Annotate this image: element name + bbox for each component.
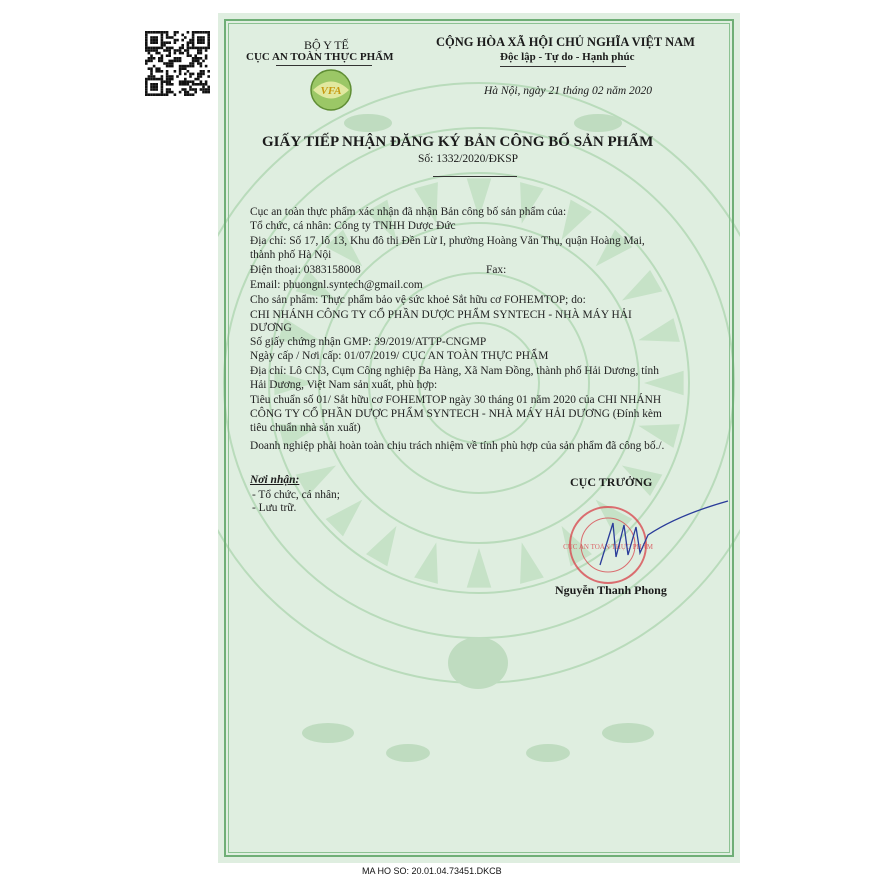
body-line: CHI NHÁNH CÔNG TY CỔ PHẦN DƯỢC PHẨM SYNTECH - NHÀ MÁY HẢI [250,309,632,321]
body-line: Tiêu chuẩn số 01/ Sắt hữu cơ FOHEMTOP ngày 30 tháng 01 năm 2020 của CHI NHÁNH [250,394,662,406]
recipient-item: - Tổ chức, cá nhân; [252,489,340,501]
body-line: Địa chỉ: Số 17, lô 13, Khu đô thị Đền Lừ I, phường Hoàng Văn Thụ, quận Hoàng Mai, [250,235,645,247]
body-line: Cho sản phẩm: Thực phẩm bảo vệ sức khoẻ Sắt hữu cơ FOHEMTOP; do: [250,294,586,306]
agency-underline [276,65,372,66]
body-line: Điện thoại: 0383158008 [250,264,361,276]
motto-underline [500,66,626,67]
recipients-heading: Nơi nhận: [250,474,300,486]
handwritten-signature [600,501,728,565]
signer-title: CỤC TRƯỞNG [570,475,653,489]
body-line: Hải Dương, Việt Nam sản xuất, phù hợp: [250,379,438,391]
body-line: thành phố Hà Nội [250,249,332,261]
record-code: MA HO SO: 20.01.04.73451.DKCB [362,866,502,876]
ministry-name: BỘ Y TẾ [304,38,349,52]
body-line: Doanh nghiệp phải hoàn toàn chịu trách nhiệm về tính phù hợp của sản phẩm đã công bố./. [250,440,665,452]
body-line: Tổ chức, cá nhân: Công ty TNHH Dược Đức [250,220,456,232]
svg-text:CỤC AN TOÀN THỰC PHẨM: CỤC AN TOÀN THỰC PHẨM [563,543,653,551]
national-motto: Độc lập - Tự do - Hạnh phúc [500,51,635,63]
body-line: Fax: [486,264,507,276]
body-line: tiêu chuẩn nhà sản xuất) [250,422,361,434]
document-number: Số: 1332/2020/ĐKSP [418,153,519,165]
agency-name: CỤC AN TOÀN THỰC PHẨM [246,51,394,63]
body-line: CÔNG TY CỔ PHẦN DƯỢC PHẨM SYNTECH - NHÀ MÁY HẢI DƯƠNG (Đính kèm [250,408,662,420]
body-line: Số giấy chứng nhận GMP: 39/2019/ATTP-CNGMP [250,336,487,348]
svg-text:VFA: VFA [320,85,342,97]
recipient-item: - Lưu trữ. [252,502,297,514]
body-line: Cục an toàn thực phẩm xác nhận đã nhận Bản công bố sản phẩm của: [250,206,567,218]
body-line: Ngày cấp / Nơi cấp: 01/07/2019/ CỤC AN TOÀN THỰC PHẨM [250,350,549,362]
title-underline [433,176,517,177]
body-line: Địa chỉ: Lô CN3, Cụm Công nghiệp Ba Hàng, Xã Nam Đồng, thành phố Hải Dương, tỉnh [250,365,659,377]
document-title: GIẤY TIẾP NHẬN ĐĂNG KÝ BẢN CÔNG BỐ SẢN PHẨM [262,134,654,150]
certificate-document [218,13,740,863]
vfa-logo [304,67,358,113]
issue-date: Hà Nội, ngày 21 tháng 02 năm 2020 [484,85,653,97]
red-stamp [558,495,738,595]
body-line: Email: phuongnl.syntech@gmail.com [250,279,423,291]
qr-code [144,30,212,96]
body-line: DƯƠNG [250,322,292,334]
signer-name: Nguyễn Thanh Phong [555,583,667,597]
republic-title: CỘNG HÒA XÃ HỘI CHỦ NGHĨA VIỆT NAM [436,35,695,49]
